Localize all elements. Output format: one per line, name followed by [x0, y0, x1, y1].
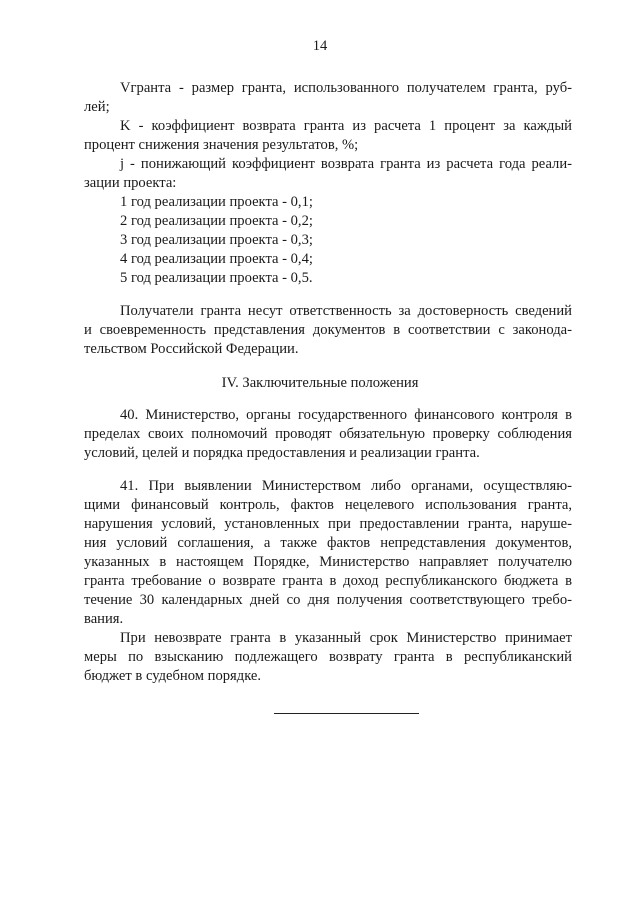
page-number: 14 — [312, 38, 328, 54]
item-41-line: 41. При выявлении Министерством либо органами, осуществляю- — [120, 478, 572, 494]
coefficient-list-item: 1 год реализации проекта - 0,1; — [120, 194, 313, 210]
item-41-line: нарушения условий, установленных при предоставлении гранта, наруше- — [84, 516, 572, 532]
item-41-line: течение 30 календарных дней со дня получения соответствующего требо- — [84, 592, 572, 608]
responsibility-paragraph-line: Получатели гранта несут ответственность за достоверность сведений — [120, 303, 572, 319]
non-return-paragraph-line: меры по взысканию подлежащего возврату гранта в республиканский — [84, 649, 572, 665]
non-return-paragraph-line: При невозврате гранта в указанный срок Министерство принимает — [120, 630, 572, 646]
coefficient-list-item: 2 год реализации проекта - 0,2; — [120, 213, 313, 229]
coefficient-list-item: 3 год реализации проекта - 0,3; — [120, 232, 313, 248]
non-return-paragraph-line: бюджет в судебном порядке. — [84, 668, 262, 684]
responsibility-paragraph-line: тельством Российской Федерации. — [84, 341, 299, 357]
definition-k-line-1: K - коэффициент возврата гранта из расчета 1 процент за каждый — [120, 118, 572, 134]
definition-j-line-2: зации проекта: — [84, 175, 177, 191]
coefficient-list-item: 4 год реализации проекта - 0,4; — [120, 251, 313, 267]
coefficient-list-item: 5 год реализации проекта - 0,5. — [120, 270, 313, 286]
item-41-line: вания. — [84, 611, 124, 627]
responsibility-paragraph-line: и своевременность представления документов в соответствии с законода- — [84, 322, 572, 338]
definition-k-line-2: процент снижения значения результатов, %; — [84, 137, 359, 153]
item-41-line: щими финансовый контроль, фактов нецелевого использования гранта, — [84, 497, 572, 513]
section-heading: IV. Заключительные положения — [221, 375, 419, 391]
definition-j-line-1: j - понижающий коэффициент возврата гранта из расчета года реали- — [120, 156, 572, 172]
item-40-line: 40. Министерство, органы государственного финансового контроля в — [120, 407, 572, 423]
item-41-line: указанных в настоящем Порядке, Министерство направляет получателю — [84, 554, 572, 570]
definition-v-line-1: Vгранта - размер гранта, использованного получателем гранта, руб- — [120, 80, 572, 96]
item-41-line: ния условий соглашения, а также фактов непредставления документов, — [84, 535, 572, 551]
item-41-line: гранта требование о возврате гранта в доход республиканского бюджета в — [84, 573, 572, 589]
item-40-line: пределах своих полномочий проводят обязательную проверку соблюдения — [84, 426, 572, 442]
closing-rule — [274, 713, 419, 714]
item-40-line: условий, целей и порядка предоставления и реализации гранта. — [84, 445, 480, 461]
definition-v-line-2: лей; — [84, 99, 110, 115]
